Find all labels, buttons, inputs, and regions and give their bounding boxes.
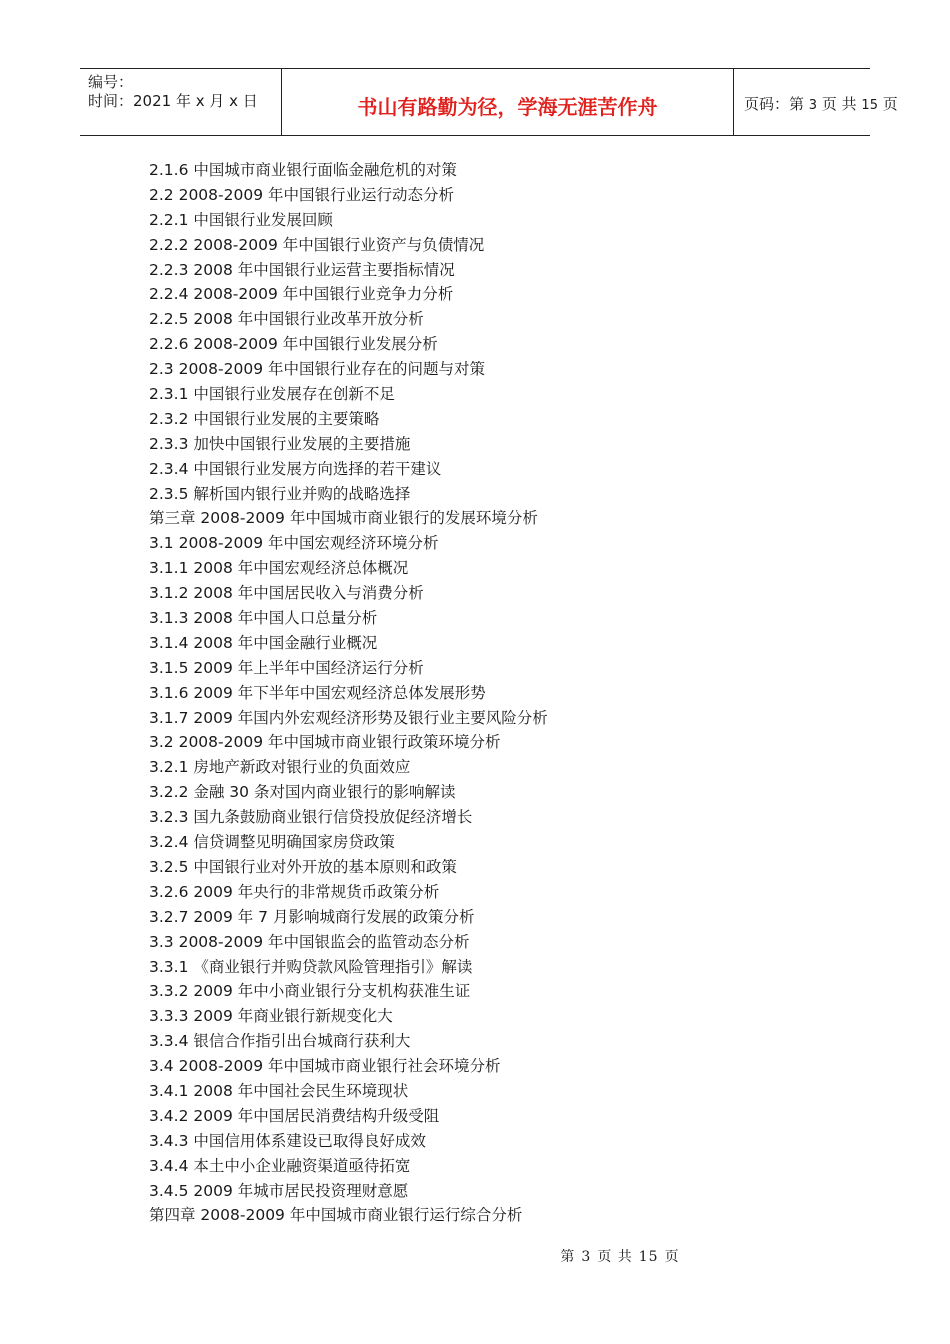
toc-entry: 第四章 2008-2009 年中国城市商业银行运行综合分析 [149, 1206, 523, 1225]
toc-entry: 第三章 2008-2009 年中国城市商业银行的发展环境分析 [149, 509, 538, 528]
toc-entry: 2.1.6 中国城市商业银行面临金融危机的对策 [149, 161, 457, 179]
toc-entry: 3.3.3 2009 年商业银行新规变化大 [149, 1007, 393, 1026]
toc-entry: 3.4 2008-2009 年中国城市商业银行社会环境分析 [149, 1057, 501, 1076]
footer-suffix: 页 [664, 1249, 680, 1265]
toc-entry: 3.3.2 2009 年中小商业银行分支机构获准生证 [149, 982, 471, 1001]
toc-entry: 2.3.2 中国银行业发展的主要策略 [149, 409, 380, 428]
toc-entry: 3.4.4 本土中小企业融资渠道亟待拓宽 [149, 1156, 411, 1175]
header-page-prefix: 页码：第 [744, 95, 805, 113]
toc-entry: 3.1.5 2009 年上半年中国经济运行分析 [149, 658, 424, 677]
header-page-number [734, 69, 898, 135]
toc-entry: 3.2.1 房地产新政对银行业的负面效应 [149, 758, 411, 777]
header-page-middle: 页 共 [821, 95, 857, 113]
table-of-contents [149, 158, 548, 1228]
toc-entry: 3.2.6 2009 年央行的非常规货币政策分析 [149, 882, 440, 901]
toc-entry: 3.3 2008-2009 年中国银监会的监管动态分析 [149, 932, 470, 951]
footer-total-pages: 15 [638, 1249, 659, 1265]
toc-entry: 3.2.2 金融 30 条对国内商业银行的影响解读 [149, 783, 456, 802]
toc-entry: 3.4.2 2009 年中国居民消费结构升级受阻 [149, 1106, 440, 1125]
page-footer [0, 1246, 950, 1266]
document-time-label: 时间：2021 年 x 月 x 日 [88, 92, 258, 110]
toc-entry: 3.1.1 2008 年中国宏观经济总体概况 [149, 559, 409, 578]
toc-entry: 3.1.3 2008 年中国人口总量分析 [149, 609, 378, 628]
toc-entry: 3.4.1 2008 年中国社会民生环境现状 [149, 1081, 409, 1100]
header-page-current: 3 [808, 98, 818, 113]
toc-entry: 3.1.7 2009 年国内外宏观经济形势及银行业主要风险分析 [149, 708, 548, 727]
toc-entry: 3.3.4 银信合作指引出台城商行获利大 [149, 1032, 411, 1051]
footer-prefix: 第 [560, 1249, 576, 1265]
toc-entry: 2.3.5 解析国内银行业并购的战略选择 [149, 484, 411, 503]
toc-entry: 2.2.3 2008 年中国银行业运营主要指标情况 [149, 260, 455, 279]
footer-current-page: 3 [581, 1249, 592, 1265]
toc-entry: 3.1 2008-2009 年中国宏观经济环境分析 [149, 534, 439, 553]
toc-entry: 3.2.4 信贷调整见明确国家房贷政策 [149, 833, 395, 852]
document-code-label: 编号： [88, 73, 134, 91]
toc-entry: 3.1.6 2009 年下半年中国宏观经济总体发展形势 [149, 683, 486, 702]
toc-entry: 3.1.4 2008 年中国金融行业概况 [149, 633, 378, 652]
toc-entry: 3.2.5 中国银行业对外开放的基本原则和政策 [149, 857, 457, 876]
toc-entry: 2.2.5 2008 年中国银行业改革开放分析 [149, 310, 424, 329]
toc-entry: 2.3 2008-2009 年中国银行业存在的问题与对策 [149, 360, 485, 379]
toc-entry: 2.2.4 2008-2009 年中国银行业竞争力分析 [149, 285, 454, 304]
toc-entry: 3.1.2 2008 年中国居民收入与消费分析 [149, 584, 424, 603]
toc-entry: 3.2.3 国九条鼓励商业银行信贷投放促经济增长 [149, 808, 473, 827]
header-page-total: 15 [861, 98, 878, 113]
toc-entry: 3.2 2008-2009 年中国城市商业银行政策环境分析 [149, 733, 501, 752]
toc-entry: 2.2.6 2008-2009 年中国银行业发展分析 [149, 335, 438, 354]
header-page-suffix: 页 [882, 95, 898, 113]
header-motto: 书山有路勤为径，学海无涯苦作舟 [282, 69, 734, 135]
header-meta-cell [80, 69, 282, 135]
page-header [80, 68, 898, 136]
toc-entry: 2.2 2008-2009 年中国银行业运行动态分析 [149, 185, 454, 204]
toc-entry: 3.4.5 2009 年城市居民投资理财意愿 [149, 1181, 409, 1200]
toc-entry: 3.4.3 中国信用体系建设已取得良好成效 [149, 1131, 426, 1150]
toc-entry: 3.2.7 2009 年 7 月影响城商行发展的政策分析 [149, 907, 475, 926]
footer-middle: 页 共 [597, 1249, 633, 1265]
toc-entry: 2.3.3 加快中国银行业发展的主要措施 [149, 434, 411, 453]
toc-entry: 2.3.4 中国银行业发展方向选择的若干建议 [149, 459, 442, 478]
toc-entry: 2.2.1 中国银行业发展回顾 [149, 210, 333, 229]
toc-entry: 2.2.2 2008-2009 年中国银行业资产与负债情况 [149, 235, 485, 254]
toc-entry: 3.3.1 《商业银行并购贷款风险管理指引》解读 [149, 957, 473, 976]
toc-entry: 2.3.1 中国银行业发展存在创新不足 [149, 385, 395, 404]
